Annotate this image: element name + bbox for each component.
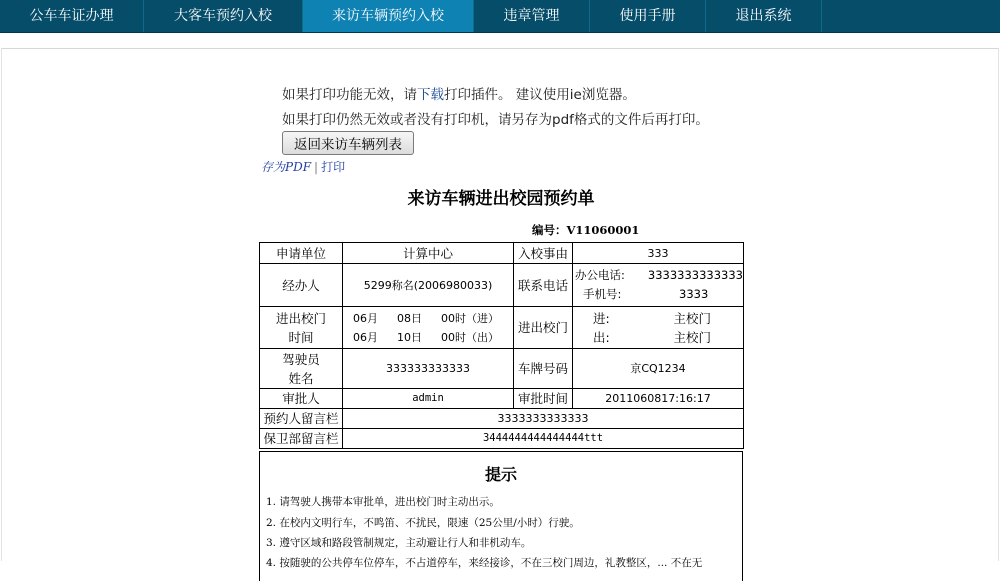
nav-item-logout[interactable]: 退出系统 <box>706 0 822 32</box>
out-day: 10日 <box>397 330 422 344</box>
office-phone-value: 3333333333333 <box>647 268 743 282</box>
nav-item-visitor-booking[interactable]: 来访车辆预约入校 <box>303 0 474 32</box>
top-nav <box>0 0 1000 33</box>
tip-item: 3. 遵守区域和路段管制规定，主动避让行人和非机动车。 <box>266 537 532 549</box>
approve-time-value: 2011060817:16:17 <box>573 389 744 409</box>
handler-value: 5299称名(2006980033) <box>343 264 514 307</box>
download-plugin-link[interactable]: 下载 <box>417 87 444 103</box>
office-phone-label: 办公电话: <box>575 268 625 282</box>
driver-value: 333333333333 <box>343 349 514 389</box>
print-tools <box>261 158 345 175</box>
gate-out-label: 出: <box>593 329 610 345</box>
in-day: 08日 <box>397 311 422 325</box>
doc-title: 来访车辆进出校园预约单 <box>407 189 595 209</box>
gate-in-label: 进: <box>593 310 610 326</box>
apply-unit-label: 申请单位 <box>260 243 343 264</box>
nav-filler <box>822 0 1000 32</box>
out-month: 06月 <box>353 330 378 344</box>
phone-value <box>573 264 744 307</box>
guard-msg-label: 保卫部留言栏 <box>260 429 343 449</box>
plate-value: 京CQ1234 <box>573 349 744 389</box>
nav-item-manual[interactable]: 使用手册 <box>590 0 706 32</box>
mobile-label: 手机号: <box>583 287 622 301</box>
approver-label: 审批人 <box>260 389 343 409</box>
print-hint-2: 如果打印仍然无效或者没有打印机，请另存为pdf格式的文件后再打印。 <box>282 112 709 128</box>
table-row <box>260 349 744 389</box>
table-row <box>260 307 744 349</box>
table-row <box>260 243 744 264</box>
in-hour: 00时（进） <box>441 311 499 325</box>
nav-item-bus-booking[interactable]: 大客车预约入校 <box>144 0 303 32</box>
print-link[interactable]: 打印 <box>321 160 346 174</box>
hint-text: 打印插件。 建议使用ie浏览器。 <box>444 87 636 103</box>
table-row <box>260 429 744 449</box>
booker-msg-label: 预约人留言栏 <box>260 409 343 429</box>
save-pdf-link[interactable]: 存为PDF <box>261 160 312 174</box>
time-label <box>260 307 343 349</box>
gate-in-value: 主校门 <box>673 310 711 326</box>
tip-item: 4. 按随驶的公共停车位停车，不占道停车，来经接诊，不在三校门周边，礼教整区，... 不在无 <box>266 557 703 569</box>
tips-box <box>259 451 743 581</box>
tip-item: 2. 在校内文明行车，不鸣笛、不扰民，限速（25公里/小时）行驶。 <box>266 517 580 529</box>
booking-form-table <box>259 242 744 449</box>
nav-item-official-car[interactable]: 公车车证办理 <box>0 0 144 32</box>
time-label-line: 进出校门 <box>275 310 326 326</box>
tool-separator: | <box>314 160 319 174</box>
guard-msg-value: 3444444444444444ttt <box>343 429 744 449</box>
reason-label: 入校事由 <box>514 243 573 264</box>
reason-value: 333 <box>573 243 744 264</box>
out-hour: 00时（出） <box>441 330 499 344</box>
gate-out-value: 主校门 <box>673 329 711 345</box>
phone-label: 联系电话 <box>514 264 573 307</box>
driver-label-line: 姓名 <box>288 370 314 386</box>
gate-value <box>573 307 744 349</box>
tip-item: 1. 请驾驶人携带本审批单，进出校门时主动出示。 <box>266 496 500 508</box>
nav-item-violations[interactable]: 违章管理 <box>474 0 590 32</box>
handler-label: 经办人 <box>260 264 343 307</box>
back-to-list-button[interactable]: 返回来访车辆列表 <box>282 131 414 155</box>
tips-title: 提示 <box>484 465 517 484</box>
approve-time-label: 审批时间 <box>514 389 573 409</box>
driver-label <box>260 349 343 389</box>
gate-label: 进出校门 <box>514 307 573 349</box>
plate-label: 车牌号码 <box>514 349 573 389</box>
in-month: 06月 <box>353 311 378 325</box>
mobile-value: 3333 <box>679 287 709 301</box>
approver-value: admin <box>343 389 514 409</box>
hint-text: 如果打印功能无效，请 <box>282 87 417 103</box>
time-value <box>343 307 514 349</box>
table-row <box>260 389 744 409</box>
table-row <box>260 409 744 429</box>
driver-label-line: 驾驶员 <box>282 351 320 367</box>
time-label-line: 时间 <box>288 329 314 345</box>
doc-number: 编号：V11060001 <box>532 223 640 237</box>
booker-msg-value: 3333333333333 <box>343 409 744 429</box>
print-hint-1 <box>282 83 636 103</box>
table-row <box>260 264 744 307</box>
apply-unit-value: 计算中心 <box>343 243 514 264</box>
